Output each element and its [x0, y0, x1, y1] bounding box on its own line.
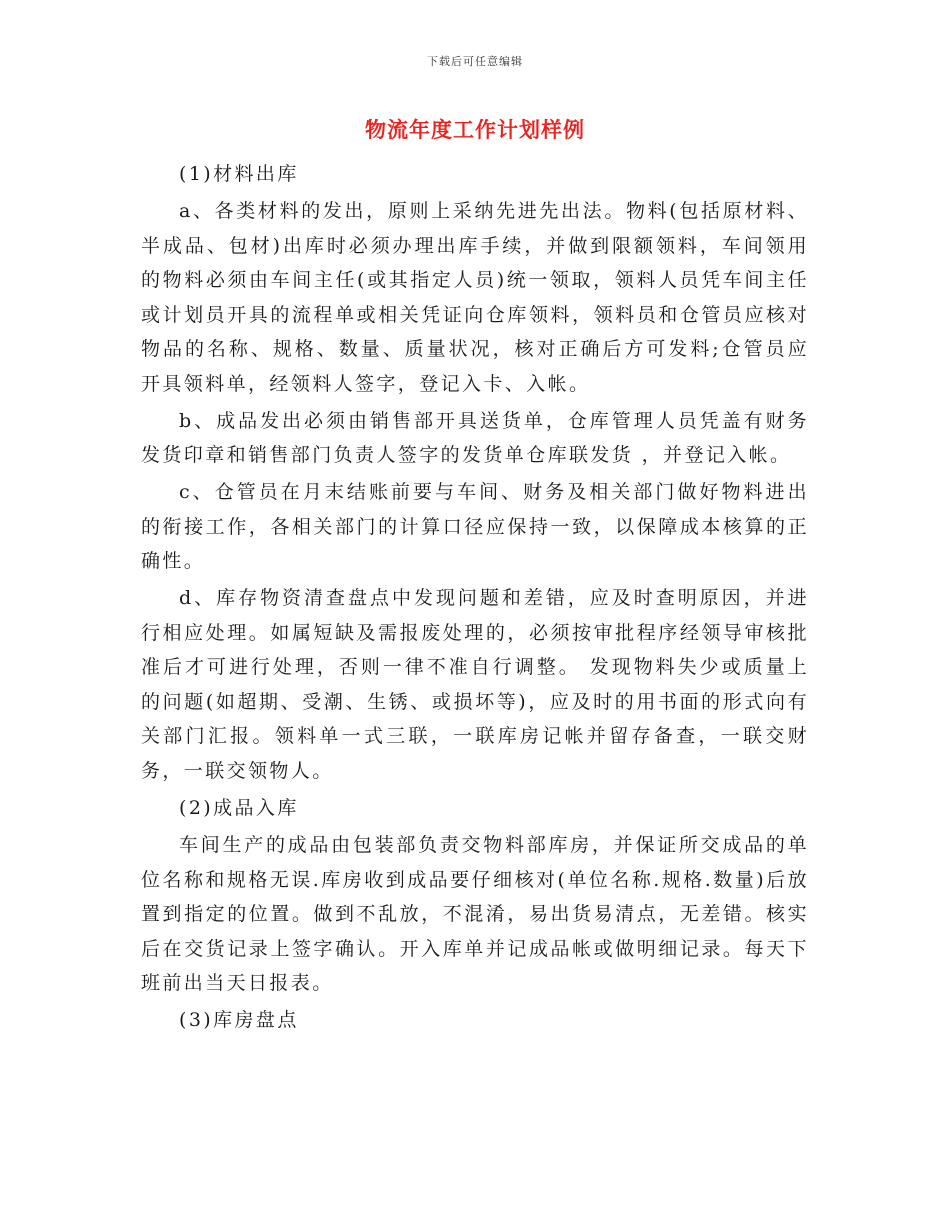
paragraph-a: a、各类材料的发出，原则上采纳先进先出法。物料(包括原材料、半成品、包材)出库时必须办理出库手续，并做到限额领料，车间领用的物料必须由车间主任(或其指定人员)统一领取，领料人员凭车间主任或计划员开具的流程单或相关凭证向仓库领料，领料员和仓管员应核对物品的名称、规格、数量、质量状况，核对正确后方可发料;仓管员应开具领料单，经领料人签字，登记入卡、入帐。	[141, 200, 809, 395]
section-heading-material-outbound: (1)材料出库	[179, 163, 299, 185]
paragraph-d: d、库存物资清查盘点中发现问题和差错，应及时查明原因，并进行相应处理。如属短缺及需报废处理的，必须按审批程序经领导审核批准后才可进行处理，否则一律不准自行调整。 发现物料失少或质量上的问题(如超期、受潮、生锈、或损坏等)，应及时的用书面的形式向有关部门汇报。领料单一式三联，一联库房记帐并留存备查，一联交财务，一联交领物人。	[141, 587, 809, 782]
paragraph-c: c、仓管员在月末结账前要与车间、财务及相关部门做好物料进出的衔接工作，各相关部门的计算口径应保持一致，以保障成本核算的正确性。	[141, 481, 809, 573]
document-body	[141, 157, 809, 1040]
section-heading-inventory-count: (3)库房盘点	[179, 1009, 299, 1032]
section-heading-product-inbound: (2)成品入库	[179, 796, 299, 819]
document-title: 物流年度工作计划样例	[365, 117, 585, 142]
paragraph-product-inbound: 车间生产的成品由包装部负责交物料部库房，并保证所交成品的单位名称和规格无误.库房收到成品要仔细核对(单位名称.规格.数量)后放置到指定的位置。做到不乱放，不混淆，易出货易清点，无差错。核实后在交货记录上签字确认。开入库单并记成品帐或做明细记录。每天下班前出当天日报表。	[141, 834, 809, 995]
header-note: 下载后可任意编辑	[427, 55, 523, 68]
paragraph-b: b、成品发出必须由销售部开具送货单，仓库管理人员凭盖有财务发货印章和销售部门负责人签字的发货单仓库联发货 ，并登记入帐。	[141, 409, 809, 467]
